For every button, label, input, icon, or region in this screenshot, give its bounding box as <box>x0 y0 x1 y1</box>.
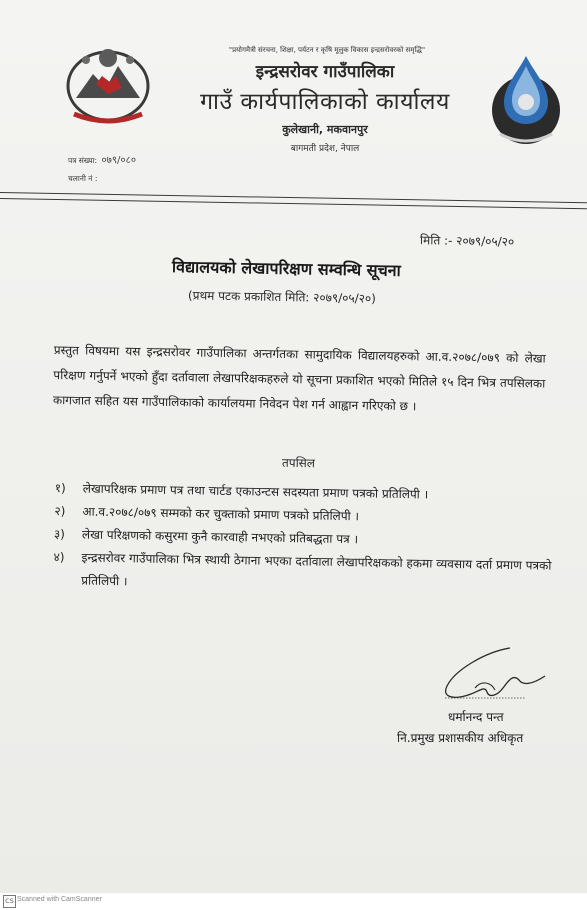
handwritten-signature <box>415 640 555 710</box>
list-item-number: ४) <box>53 549 65 565</box>
camscanner-text: Scanned with CamScanner <box>17 896 102 903</box>
office-address: कुलेखानी, मकवानपुर <box>282 123 368 136</box>
signer-name: धर्मानन्द पन्त <box>448 710 504 724</box>
list-item-text: लेखा परिक्षणको कसुरमा कुनै कारवाही नभएको प्रतिबद्धता पत्र । <box>81 527 359 547</box>
letter-number-value: ०७९/०८० <box>101 155 137 166</box>
scanner-watermark <box>0 893 587 910</box>
notice-body: प्रस्तुत विषयमा यस इन्द्रसरोवर गाउँपालिका अन्तर्गतका सामुदायिक विद्यालयहरुको आ.व.२०७८/०७९ को लेखा परिक्षण गर्नुपर्ने भएको हुँदा दर्तावाला लेखापरिक्षकहरुले यो सूचना प्रकाशित भएको मितिले १५ दिन भित्र तपसिलका कागजात सहित यस गाउँपालिकाको कार्यालयमा निवेदन पेश गर्न आह्वान गरिएको छ । <box>52 342 546 414</box>
list-item <box>53 546 554 601</box>
municipality-name: इन्द्रसरोवर गाउँपालिका <box>255 62 395 82</box>
camscanner-logo-icon: CS <box>3 895 16 908</box>
dispatch-number <box>68 170 136 188</box>
province: बागमती प्रदेश, नेपाल <box>290 144 360 154</box>
header-divider-top <box>0 192 587 203</box>
requirements-list <box>53 477 555 601</box>
list-item-number: २) <box>54 503 66 519</box>
published-date: (प्रथम पटक प्रकाशित मिति: २०७९/०५/२०) <box>187 288 377 306</box>
letter-number <box>68 152 136 170</box>
reference-numbers <box>68 152 136 188</box>
letterhead <box>175 46 475 154</box>
notice-date: मिति :- २०७९/०५/२० <box>419 233 515 249</box>
signer-title: नि.प्रमुख प्रशासकीय अधिकृत <box>397 731 524 745</box>
letter-number-label: पत्र संख्या: <box>68 156 98 165</box>
list-item-number: ३) <box>53 526 66 542</box>
list-item-text: इन्द्रसरोवर गाउँपालिका भित्र स्थायी ठेगाना भएका दर्तावाला लेखापरिक्षकको हकमा व्यवसाय दर्ता प्रमाण पत्रको प्रतिलिपी । <box>81 550 552 589</box>
office-name: गाउँ कार्यपालिकाको कार्यालय <box>200 89 450 115</box>
list-item-number: १) <box>54 480 66 496</box>
nepal-emblem-icon <box>58 36 158 128</box>
details-heading: तपसिल <box>281 455 316 471</box>
municipality-logo-icon <box>478 52 574 152</box>
slogan: "प्रयोगमैत्री संरचना, शिक्षा, पर्यटन र कृषि मूलुक विकास इन्द्रसरोवरको समृद्धि" <box>228 46 426 54</box>
dispatch-number-label: चलानी नं : <box>68 174 98 183</box>
header-divider-bottom <box>0 198 587 209</box>
list-item-text: आ.व.२०७८/०७९ सम्मको कर चुक्ताको प्रमाण पत्रको प्रतिलिपी । <box>82 504 360 524</box>
list-item-text: लेखापरिक्षक प्रमाण पत्र तथा चार्टड एकाउन्टस सदस्यता प्रमाण पत्रको प्रतिलिपी । <box>82 481 429 502</box>
notice-title: विद्यालयको लेखापरिक्षण सम्वन्धि सूचना <box>171 257 401 280</box>
